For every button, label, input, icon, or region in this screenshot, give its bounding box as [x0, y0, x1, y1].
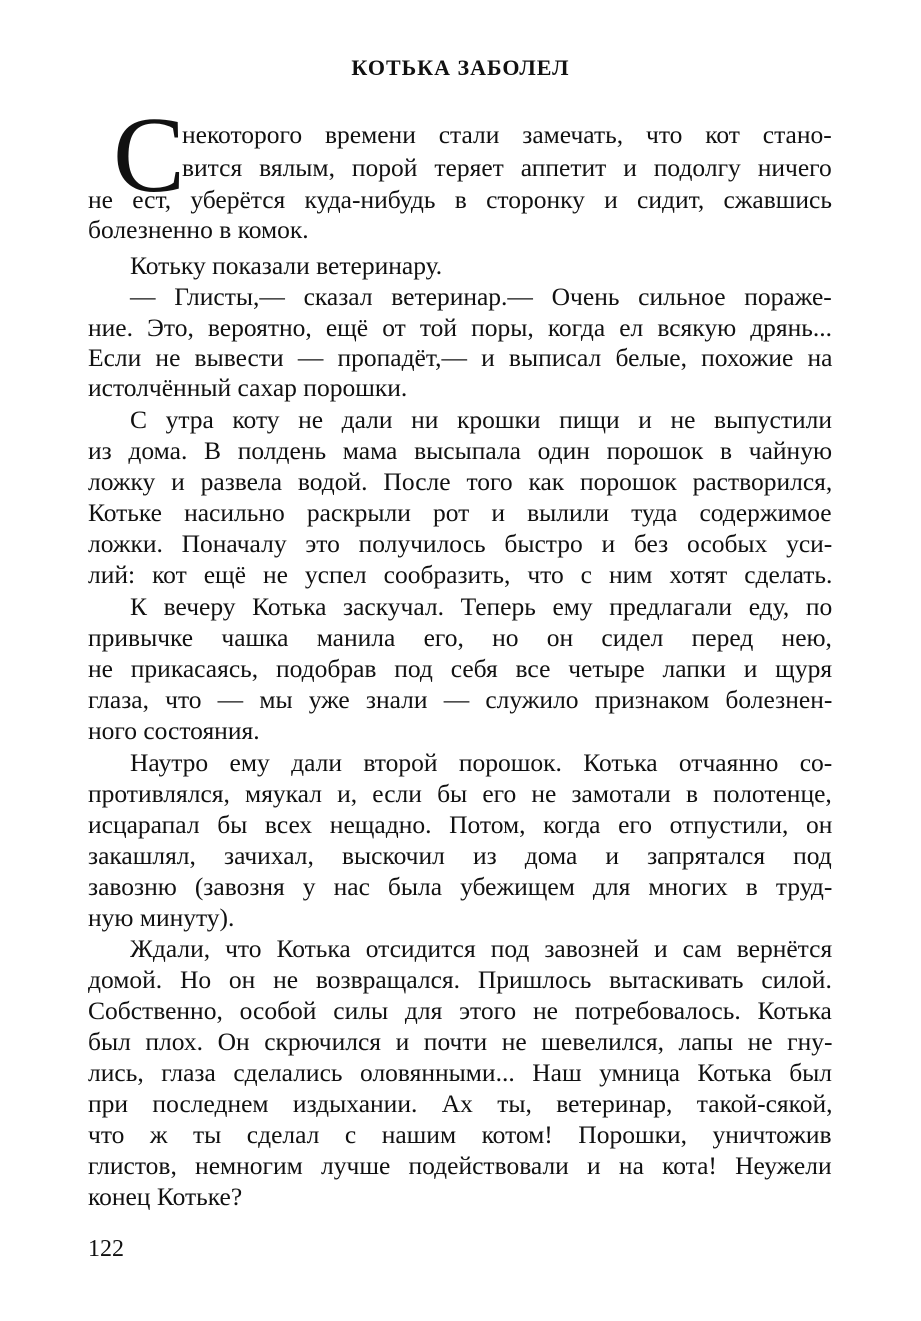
text-line: что ж ты сделал с нашим котом! Порошки, уничтожив: [88, 1120, 832, 1149]
text-line: — Глисты,— сказал ветеринар.— Очень сильное пораже-: [130, 282, 832, 311]
text-line: Собственно, особой силы для этого не потребовалось. Котька: [88, 996, 832, 1025]
text-line: Ждали, что Котька отсидится под завозней и сам вернётся: [130, 934, 833, 963]
text-line: домой. Но он не возвращался. Пришлось вытаскивать силой.: [88, 965, 832, 994]
text-line: лись, глаза сделались оловянными... Наш умница Котька был: [88, 1058, 833, 1087]
text-line: исцарапал бы всех нещадно. Потом, когда его отпустили, он: [88, 810, 833, 839]
text-line: ложку и развела водой. После того как порошок растворился,: [88, 467, 833, 496]
text-line: был плох. Он скрючился и почти не шевелился, лапы не гну-: [88, 1027, 833, 1056]
text-line: К вечеру Котька заскучал. Теперь ему предлагали еду, по: [130, 592, 833, 621]
text-line: глистов, немногим лучше подействовали и на кота! Неужели: [88, 1151, 832, 1180]
text-line: вится вялым, порой теряет аппетит и подолгу ничего: [182, 153, 832, 182]
text-line: болезненно в комок.: [88, 215, 309, 244]
text-line: закашлял, зачихал, выскочил из дома и запрятался под: [88, 841, 832, 870]
text-line: ного состояния.: [88, 716, 260, 745]
page-number: 122: [88, 1236, 124, 1262]
text-line: Если не вывести — пропадёт,— и выписал белые, похожие на: [88, 343, 833, 372]
text-line: глаза, что — мы уже знали — служило признаком болезнен-: [88, 685, 833, 714]
text-line: при последнем издыхании. Ах ты, ветеринар, такой-сякой,: [88, 1089, 833, 1118]
text-line: Котьке насильно раскрыли рот и вылили туда содержимое: [88, 498, 832, 527]
text-line: ние. Это, вероятно, ещё от той поры, когда ел всякую дрянь...: [88, 313, 833, 342]
text-line: привычке чашка манила его, но он сидел перед нею,: [88, 623, 832, 652]
text-line: С утра коту не дали ни крошки пищи и не выпустили: [130, 405, 833, 434]
text-line: некоторого времени стали замечать, что кот стано-: [182, 120, 832, 149]
text-line: ную минуту).: [88, 903, 235, 932]
text-line: не ест, уберётся куда-нибудь в сторонку и сидит, сжавшись: [88, 185, 832, 214]
text-line: завозню (завозня у нас была убежищем для многих в труд-: [88, 872, 833, 901]
text-line: истолчённый сахар порошки.: [88, 373, 408, 402]
text-line: лий: кот ещё не успел сообразить, что с ним хотят сделать.: [88, 560, 833, 589]
text-line: ложки. Поначалу это получилось быстро и без особых уси-: [88, 529, 833, 558]
text-line: конец Котьке?: [88, 1182, 243, 1211]
drop-cap: С: [113, 96, 186, 215]
text-line: Котьку показали ветеринару.: [130, 251, 443, 280]
text-line: не прикасаясь, подобрав под себя все четыре лапки и щуря: [88, 654, 833, 683]
text-line: противлялся, мяукал и, если бы его не замотали в полотенце,: [88, 779, 832, 808]
chapter-title: КОТЬКА ЗАБОЛЕЛ: [351, 55, 570, 80]
text-line: Наутро ему дали второй порошок. Котька отчаянно со-: [130, 748, 833, 777]
text-line: из дома. В полдень мама высыпала один порошок в чайную: [88, 436, 832, 465]
